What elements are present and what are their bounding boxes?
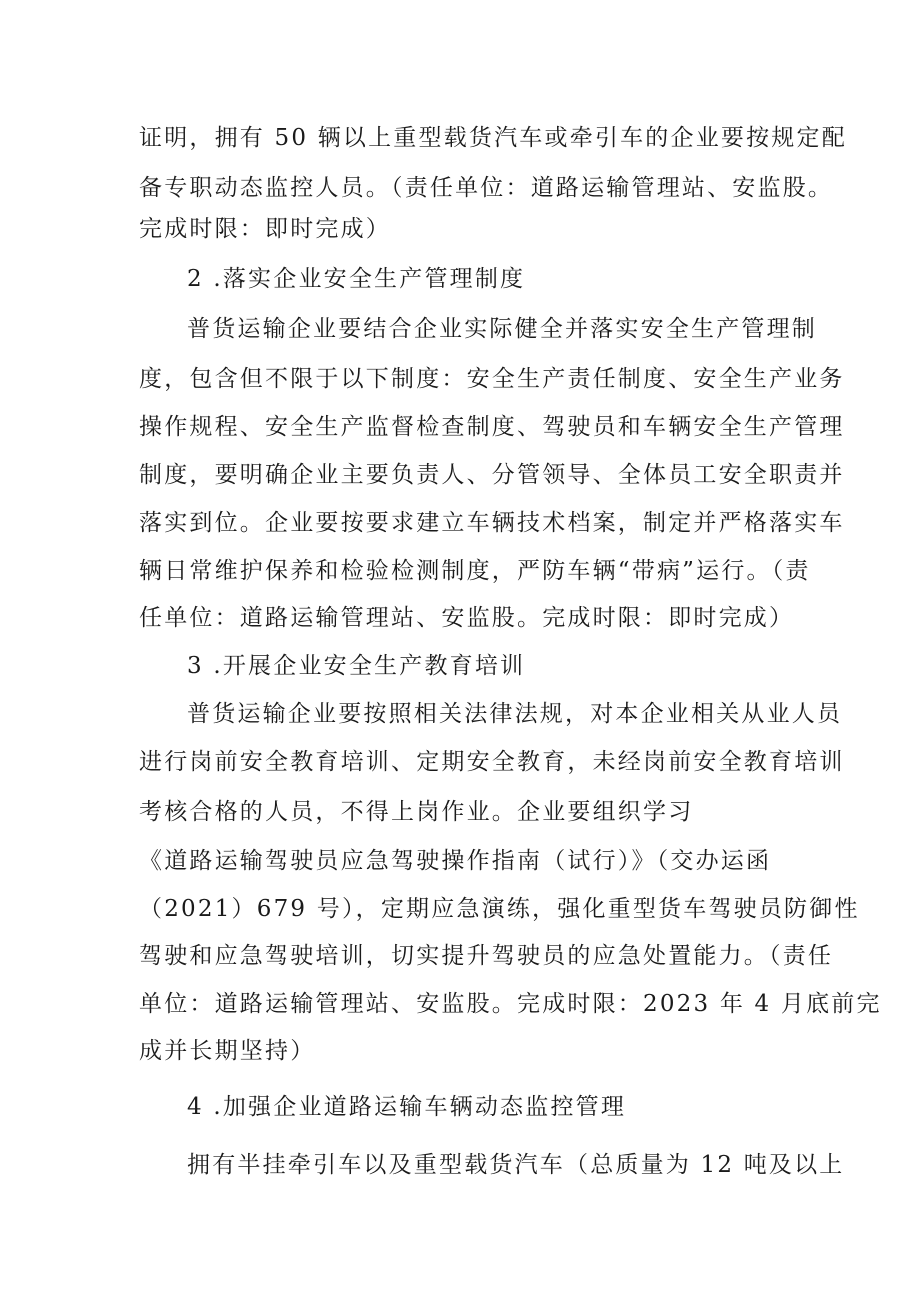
paragraph-line: 备专职动态监控人员。（责任单位：道路运输管理站、安监股。 — [139, 175, 834, 201]
paragraph-line: 单位：道路运输管理站、安监股。完成时限：2023 年 4 月底前完 — [139, 991, 882, 1017]
section-heading: 4 .加强企业道路运输车辆动态监控管理 — [187, 1094, 627, 1120]
paragraph-line: 驾驶和应急驾驶培训，切实提升驾驶员的应急处置能力。（责任 — [139, 943, 834, 969]
paragraph-line: 辆日常维护保养和检验检测制度，严防车辆“带病”运行。（责 — [139, 558, 811, 584]
paragraph-line: 普货运输企业要结合企业实际健全并落实安全生产管理制 — [187, 316, 817, 342]
paragraph-line: 制度，要明确企业主要负责人、分管领导、全体员工安全职责并 — [139, 462, 845, 488]
paragraph-line: 普货运输企业要按照相关法律法规，对本企业相关从业人员 — [187, 701, 843, 727]
paragraph-line: 落实到位。企业要按要求建立车辆技术档案，制定并严格落实车 — [139, 510, 845, 536]
paragraph-line: 证明，拥有 50 辆以上重型载货汽车或牵引车的企业要按规定配 — [139, 125, 847, 151]
paragraph-line: 进行岗前安全教育培训、定期安全教育，未经岗前安全教育培训 — [139, 749, 845, 775]
paragraph-line: 度，包含但不限于以下制度：安全生产责任制度、安全生产业务 — [139, 366, 845, 392]
section-heading: 2 .落实企业安全生产管理制度 — [187, 266, 526, 292]
paragraph-line: 拥有半挂牵引车以及重型载货汽车（总质量为 12 吨及以上 — [187, 1152, 845, 1178]
paragraph-line: 完成时限：即时完成） — [139, 216, 391, 242]
paragraph-line: 考核合格的人员，不得上岗作业。企业要组织学习 — [139, 799, 694, 825]
paragraph-line: （2021）679 号），定期应急演练，强化重型货车驾驶员防御性 — [139, 896, 860, 922]
paragraph-line: 成并长期坚持） — [139, 1038, 316, 1064]
paragraph-line: 操作规程、安全生产监督检查制度、驾驶员和车辆安全生产管理 — [139, 414, 845, 440]
paragraph-line: 《道路运输驾驶员应急驾驶操作指南（试行）》（交办运函 — [139, 848, 772, 874]
section-heading: 3 .开展企业安全生产教育培训 — [187, 653, 526, 679]
paragraph-line: 任单位：道路运输管理站、安监股。完成时限：即时完成） — [139, 605, 795, 631]
